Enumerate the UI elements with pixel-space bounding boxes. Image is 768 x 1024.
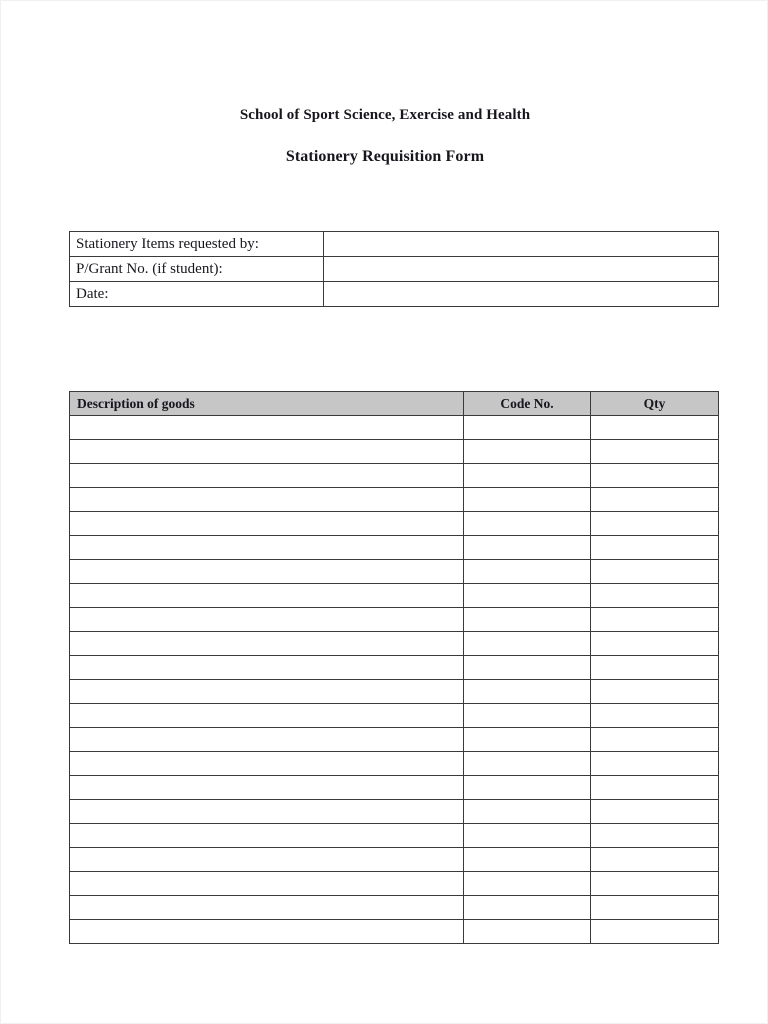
table-row [70,282,719,307]
goods-table-header [70,392,719,416]
cell-qty[interactable] [591,776,719,800]
table-row [70,848,719,872]
cell-qty[interactable] [591,896,719,920]
header-row [70,392,719,416]
cell-description[interactable] [70,416,464,440]
cell-code-no[interactable] [464,464,591,488]
cell-description[interactable] [70,584,464,608]
cell-qty[interactable] [591,632,719,656]
cell-description[interactable] [70,464,464,488]
cell-qty[interactable] [591,512,719,536]
cell-description[interactable] [70,752,464,776]
table-row [70,536,719,560]
cell-description[interactable] [70,680,464,704]
requester-info-body [70,232,719,307]
table-row [70,680,719,704]
field-date[interactable] [324,282,719,307]
field-grant-no[interactable] [324,257,719,282]
cell-code-no[interactable] [464,584,591,608]
cell-code-no[interactable] [464,728,591,752]
goods-requisition-table [69,391,719,944]
cell-code-no[interactable] [464,776,591,800]
cell-code-no[interactable] [464,752,591,776]
requester-info-table [69,231,719,307]
cell-code-no[interactable] [464,536,591,560]
cell-code-no[interactable] [464,632,591,656]
cell-description[interactable] [70,800,464,824]
cell-code-no[interactable] [464,416,591,440]
cell-code-no[interactable] [464,680,591,704]
cell-description[interactable] [70,848,464,872]
column-header-code-no: Code No. [464,392,591,416]
cell-qty[interactable] [591,824,719,848]
table-row [70,824,719,848]
table-row [70,232,719,257]
cell-description[interactable] [70,872,464,896]
table-row [70,416,719,440]
cell-code-no[interactable] [464,800,591,824]
table-row [70,656,719,680]
cell-description[interactable] [70,824,464,848]
cell-code-no[interactable] [464,608,591,632]
column-header-description: Description of goods [70,392,464,416]
cell-description[interactable] [70,608,464,632]
cell-description[interactable] [70,656,464,680]
organization-title: School of Sport Science, Exercise and Health [239,107,531,123]
table-row [70,488,719,512]
cell-qty[interactable] [591,680,719,704]
cell-qty[interactable] [591,920,719,944]
column-header-qty: Qty [591,392,719,416]
cell-code-no[interactable] [464,512,591,536]
cell-code-no[interactable] [464,440,591,464]
cell-description[interactable] [70,488,464,512]
table-row [70,776,719,800]
cell-code-no[interactable] [464,488,591,512]
table-row [70,560,719,584]
table-row [70,257,719,282]
cell-description[interactable] [70,512,464,536]
cell-description[interactable] [70,776,464,800]
cell-qty[interactable] [591,800,719,824]
document-heading [1,105,768,167]
table-row [70,632,719,656]
cell-qty[interactable] [591,728,719,752]
table-row [70,728,719,752]
table-row [70,704,719,728]
cell-description[interactable] [70,536,464,560]
table-row [70,512,719,536]
cell-description[interactable] [70,632,464,656]
table-row [70,464,719,488]
cell-description[interactable] [70,440,464,464]
table-row [70,440,719,464]
table-row [70,752,719,776]
cell-qty[interactable] [591,488,719,512]
cell-description[interactable] [70,560,464,584]
cell-qty[interactable] [591,752,719,776]
page-title: Stationery Requisition Form [285,148,485,165]
cell-description[interactable] [70,728,464,752]
cell-code-no[interactable] [464,920,591,944]
cell-description[interactable] [70,704,464,728]
cell-qty[interactable] [591,704,719,728]
cell-qty[interactable] [591,848,719,872]
cell-qty[interactable] [591,536,719,560]
field-requested-by[interactable] [324,232,719,257]
cell-code-no[interactable] [464,824,591,848]
cell-code-no[interactable] [464,896,591,920]
cell-description[interactable] [70,920,464,944]
table-row [70,584,719,608]
table-row [70,800,719,824]
cell-qty[interactable] [591,440,719,464]
cell-qty[interactable] [591,584,719,608]
table-row [70,896,719,920]
cell-qty[interactable] [591,416,719,440]
cell-code-no[interactable] [464,704,591,728]
cell-code-no[interactable] [464,656,591,680]
cell-code-no[interactable] [464,848,591,872]
cell-description[interactable] [70,896,464,920]
table-row [70,872,719,896]
cell-qty[interactable] [591,464,719,488]
goods-table-body [70,416,719,944]
label-grant-no: P/Grant No. (if student): [70,257,324,282]
cell-qty[interactable] [591,872,719,896]
table-row [70,608,719,632]
table-row [70,920,719,944]
cell-qty[interactable] [591,560,719,584]
cell-qty[interactable] [591,656,719,680]
label-date: Date: [70,282,324,307]
cell-qty[interactable] [591,608,719,632]
cell-code-no[interactable] [464,560,591,584]
cell-code-no[interactable] [464,872,591,896]
label-requested-by: Stationery Items requested by: [70,232,324,257]
